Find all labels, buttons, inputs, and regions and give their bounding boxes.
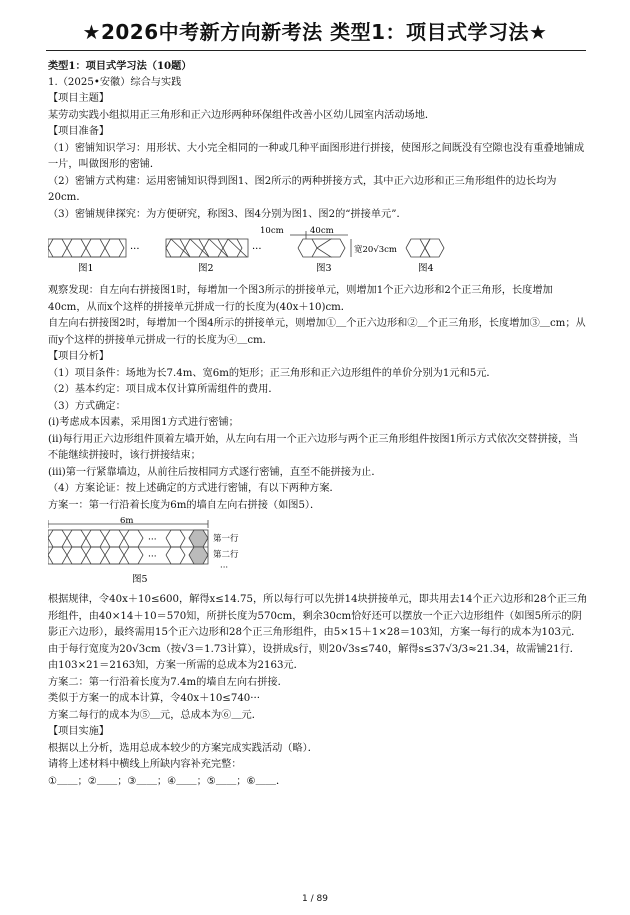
title-divider: [46, 50, 586, 51]
prep-label: 【项目准备】: [48, 126, 110, 137]
figure-5-ellipsis-row1: ···: [148, 535, 157, 545]
figure-3-dim-width: 宽20√3cm: [354, 245, 397, 255]
analysis-3i: (i)考虑成本因素，采用图1方式进行密铺；: [48, 417, 239, 428]
figure-1-drawing: [48, 239, 126, 257]
observation-2: 自左向右拼接图2时，每增加一个图4所示的拼接单元，则增加①＿个正六边形和②＿个正三角形，长度增加③＿cm；从而y个这样的拼接单元拼成一行的长度为④＿cm．: [48, 318, 586, 346]
figure-5-more-rows: ···: [220, 563, 229, 573]
figure-1-label: 图1: [78, 263, 94, 274]
problem-source: 1.（2025•安徽）综合与实践: [48, 76, 182, 88]
figures-1-to-4: [48, 225, 588, 281]
figure-5-row1-label: 第一行: [213, 534, 239, 544]
figure-1-ellipsis: ···: [130, 244, 140, 255]
section-heading: 类型1：项目式学习法（10题）: [48, 60, 192, 72]
tiling-figures: [48, 225, 588, 281]
plan1-calc-2: 由于每行宽度为20√3cm（按√3＝1.73计算），设拼成s行，则20√3s≤740，解得s≤37√3/3≈21.34，故需铺21行．由103×21＝2163知，方案一所需的总成本为2163元．: [48, 643, 580, 671]
figure-3-dim-40cm: 40cm: [310, 226, 334, 236]
analysis-4: （4）方案论证：按上述确定的方式进行密铺，有以下两种方案．: [48, 483, 340, 494]
figure-5-label: 图5: [132, 574, 148, 585]
answer-blanks: ①＿＿；②＿＿；③＿＿；④＿＿；⑤＿＿；⑥＿＿．: [48, 775, 287, 787]
content-body: [48, 58, 588, 790]
shaded-hexagon-row2: [189, 547, 208, 564]
topic-text: 某劳动实践小组拟用正三角形和正六边形两种环保组件改善小区幼儿园室内活动场地．: [48, 109, 436, 121]
plan2-line-1: 方案二：第一行沿着长度为7.4m的墙自左向右拼接．: [48, 676, 288, 688]
figure-5: [48, 516, 588, 588]
analysis-3: （3）方式确定：: [48, 400, 126, 412]
figure-4-drawing: [406, 239, 444, 257]
plan2-line-3: 方案二每行的成本为⑤＿元，总成本为⑥＿元．: [48, 709, 262, 721]
figure-3-label: 图3: [316, 263, 332, 274]
figure-5-ellipsis-row2: ···: [148, 552, 157, 562]
figure-2-drawing: [166, 239, 248, 257]
shaded-hexagon-row1: [189, 530, 208, 547]
prep-item-3: （3）密铺规律探究：为方便研究，称图3、图4分别为图1、图2的“拼接单元”．: [48, 208, 407, 220]
plan1-calc-1: 根据规律，令40x＋10≤600，解得x≤14.75，所以每行可以先拼14块拼接单元，即共用去14个正六边形和28个正三角形组件，由40×14＋10＝570知，所拼长度为570cm，剩余30cm恰好还可以摆放一个正六边形组件（如图5所示的阴影正六边形），最终需用15个正六边形和28个正三角形组件，由5×15＋1×28＝103知，方案一每行的成本为103元．: [48, 594, 588, 638]
prep-item-2: （2）密铺方式构建：运用密铺知识得到图1、图2所示的两种拼接方式，其中正六边形和正三角形组件的边长均为20cm．: [48, 175, 557, 203]
figure-3-dim-10cm: 10cm: [260, 226, 284, 236]
analysis-1: （1）项目条件：场地为长7.4m、宽6m的矩形；正三角形和正六边形组件的单价分别为1元和5元．: [48, 367, 497, 379]
figure-4-label: 图4: [418, 263, 434, 274]
fill-prompt: 请将上述材料中横线上所缺内容补充完整：: [48, 759, 242, 770]
figure-5-row2-label: 第二行: [213, 550, 239, 560]
analysis-label: 【项目分析】: [48, 351, 110, 362]
analysis-3ii: (ii)每行用正六边形组件顶着左墙开始，从左向右用一个正六边形与两个正三角形组件按图1所示方式依次交替拼接，当不能继续拼接时，该行拼接结束；: [48, 433, 579, 461]
implementation-label: 【项目实施】: [48, 726, 110, 737]
implementation-text: 根据以上分析，选用总成本较少的方案完成实践活动（略）．: [48, 742, 318, 754]
topic-label: 【项目主题】: [48, 93, 110, 104]
analysis-3iii: (iii)第一行紧靠墙边，从前往后按相同方式逐行密铺，直至不能拼接为止．: [48, 466, 382, 478]
page-title: ★2026中考新方向新考法 类型1：项目式学习法★: [82, 20, 548, 44]
plan1-intro: 方案一：第一行沿着长度为6m的墙自左向右拼接（如图5）．: [48, 499, 321, 511]
figure-5-drawing: [48, 516, 588, 588]
figure-3-drawing: [290, 231, 351, 257]
prep-item-1: （1）密铺知识学习：用形状、大小完全相同的一种或几种平面图形进行拼接，使图形之间既没有空隙也没有重叠地铺成一片，叫做图形的密铺．: [48, 142, 585, 170]
page-number: 1 / 89: [302, 894, 328, 904]
analysis-2: （2）基本约定：项目成本仅计算所需组件的费用．: [48, 384, 279, 395]
figure-2-label: 图2: [198, 263, 214, 274]
figure-5-dim-6m: 6m: [120, 516, 134, 526]
observation-1: 观察发现：自左向右拼接图1时，每增加一个图3所示的拼接单元，则增加1个正六边形和2个正三角形，长度增加40cm，从而x个这样的拼接单元拼成一行的长度为(40x＋10)cm．: [48, 285, 553, 313]
figure-2-ellipsis: ···: [252, 244, 262, 255]
plan2-line-2: 类似于方案一的成本计算，令40x＋10≤740···: [48, 693, 260, 704]
